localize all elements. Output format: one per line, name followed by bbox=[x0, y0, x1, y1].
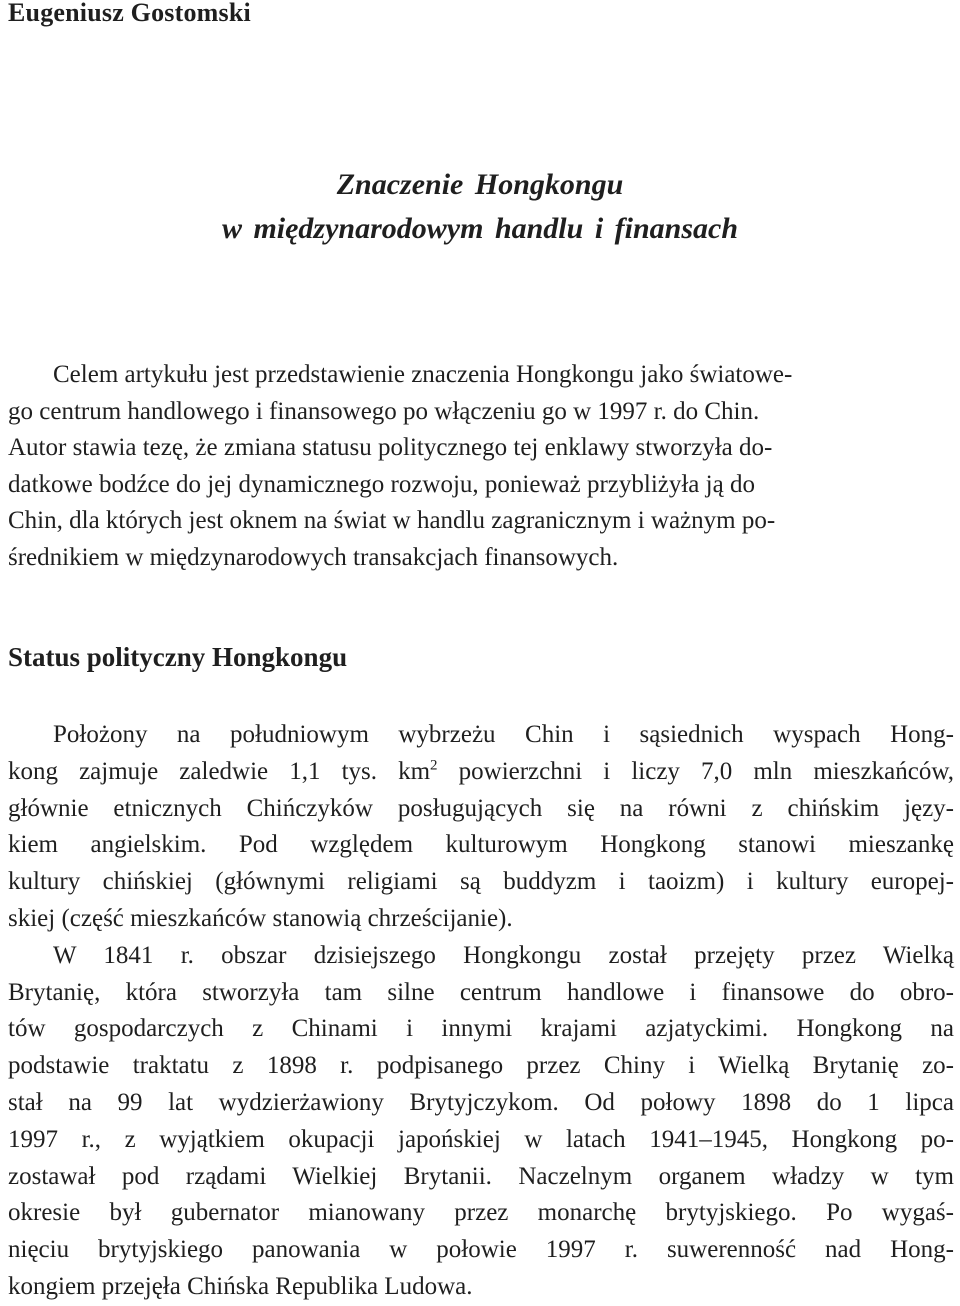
section-body bbox=[8, 717, 954, 1306]
article-title bbox=[0, 163, 960, 251]
abstract-line: datkowe bodźce do jej dynamicznego rozwoju, ponieważ przybliżyła ją do bbox=[8, 470, 755, 498]
body-line: okresie był gubernator mianowany przez monarchę brytyjskiego. Po wygaś- bbox=[8, 1199, 954, 1227]
abstract-paragraph bbox=[8, 357, 954, 577]
body-line: tów gospodarczych z Chinami i innymi krajami azjatyckimi. Hongkong na bbox=[8, 1015, 954, 1043]
body-line: kultury chińskiej (głównymi religiami są buddyzm i taoizm) i kultury europej- bbox=[8, 868, 954, 896]
body-text: powierzchni i liczy 7,0 mln mieszkańców, bbox=[437, 757, 955, 785]
body-line: Położony na południowym wybrzeżu Chin i sąsiednich wyspach Hong- bbox=[53, 721, 954, 748]
title-line-1: Znaczenie Hongkongu bbox=[336, 168, 624, 201]
abstract-line: średnikiem w międzynarodowych transakcjach finansowych. bbox=[8, 543, 619, 571]
title-line-2: w międzynarodowym handlu i finansach bbox=[221, 212, 739, 245]
superscript: 2 bbox=[430, 757, 438, 774]
body-line: nięciu brytyjskiego panowania w połowie 1997 r. suwerenność nad Hong- bbox=[8, 1236, 954, 1264]
author-name: Eugeniusz Gostomski bbox=[8, 0, 251, 27]
body-line: zostawał pod rządami Wielkiej Brytanii. Naczelnym organem władzy w tym bbox=[8, 1162, 954, 1190]
body-line: skiej (część mieszkańców stanowią chrześcijanie). bbox=[8, 904, 513, 932]
body-line: W 1841 r. obszar dzisiejszego Hongkongu został przejęty przez Wielką bbox=[53, 941, 954, 969]
body-line bbox=[8, 754, 954, 791]
abstract-line: Celem artykułu jest przedstawienie znaczenia Hongkongu jako światowe- bbox=[53, 361, 793, 388]
body-line: kiem angielskim. Pod względem kulturowym Hongkong stanowi mieszankę bbox=[8, 831, 954, 859]
body-line: 1997 r., z wyjątkiem okupacji japońskiej w latach 1941–1945, Hongkong po- bbox=[8, 1125, 954, 1153]
body-text: kong zajmuje zaledwie 1,1 tys. km bbox=[8, 757, 431, 785]
body-line: podstawie traktatu z 1898 r. podpisanego przez Chiny i Wielką Brytanię zo- bbox=[8, 1052, 954, 1080]
section-heading: Status polityczny Hongkongu bbox=[8, 642, 348, 672]
body-line: Brytanię, która stworzyła tam silne centrum handlowe i finansowe do obro- bbox=[8, 978, 954, 1006]
abstract-line: Autor stawia tezę, że zmiana statusu politycznego tej enklawy stworzyła do- bbox=[8, 434, 773, 462]
abstract-line: go centrum handlowego i finansowego po włączeniu go w 1997 r. do Chin. bbox=[8, 397, 760, 425]
abstract-line: Chin, dla których jest oknem na świat w handlu zagranicznym i ważnym po- bbox=[8, 507, 776, 535]
body-line: kongiem przejęła Chińska Republika Ludowa. bbox=[8, 1272, 473, 1300]
body-line: stał na 99 lat wydzierżawiony Brytyjczykom. Od połowy 1898 do 1 lipca bbox=[8, 1088, 954, 1116]
body-line: głównie etnicznych Chińczyków posługujących się na równi z chińskim języ- bbox=[8, 794, 954, 822]
